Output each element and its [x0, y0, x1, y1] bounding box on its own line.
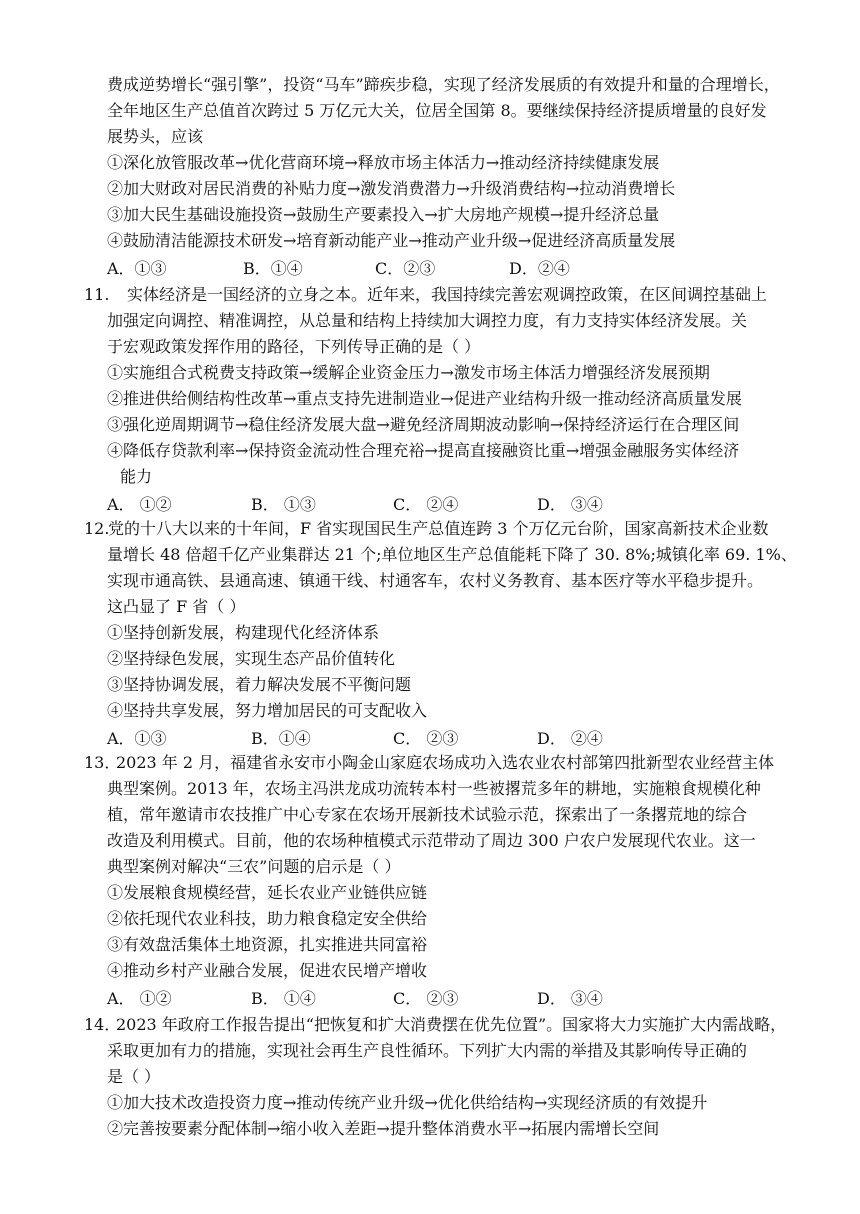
q13-stem-line: 改造及利用模式。目前，他的农场种植模式示范带动了周边 300 户农户发展现代农业。这一 — [107, 831, 756, 850]
q11-option-a: A． ①② — [107, 495, 172, 514]
q10-stem-line: 展势头，应该 — [107, 127, 204, 146]
q11-stem-line: 实体经济是一国经济的立身之本。近年来，我国持续完善宏观调控政策，在区间调控基础上 — [127, 285, 768, 304]
q10-option-c: C．②③ — [375, 259, 436, 278]
q12-item: ①坚持创新发展，构建现代化经济体系 — [107, 623, 380, 642]
q13-option-a: A． ①② — [107, 989, 172, 1008]
q11-number: 11. — [84, 285, 110, 304]
q14-item: ②完善按要素分配体制→缩小收入差距→提升整体消费水平→拓展内需增长空间 — [107, 1119, 660, 1138]
q12-number: 12. — [84, 519, 110, 538]
q13-stem-line: 2023 年 2 月，福建省永安市小陶金山家庭农场成功入选农业农村部第四批新型农业经营主体 — [116, 753, 775, 772]
q11-option-d: D． ③④ — [537, 495, 603, 514]
q13-item: ①发展粮食规模经营，延长农业产业链供应链 — [107, 883, 428, 902]
q11-item: ②推进供给侧结构性改革→重点支持先进制造业→促进产业结构升级一推动经济高质量发展 — [107, 389, 742, 408]
q12-item: ②坚持绿色发展，实现生态产品价值转化 — [107, 649, 396, 668]
q10-stem-line: 费成逆势增长“强引擎”，投资“马车”蹄疾步稳，实现了经济发展质的有效提升和量的合理增长， — [107, 75, 780, 94]
q10-item: ④鼓励清洁能源技术研发→培育新动能产业→推动产业升级→促进经济高质量发展 — [107, 231, 676, 250]
q11-option-c: C． ②④ — [393, 495, 459, 514]
q11-item-continued: 能力 — [120, 467, 153, 486]
q14-stem-line: 采取更加有力的措施，实现社会再生产良性循环。下列扩大内需的举措及其影响传导正确的 — [107, 1041, 748, 1060]
q12-stem-line: 量增长 48 倍超千亿产业集群达 21 个;单位地区生产总值能耗下降了 30. 8%;城镇化率 69. 1%、 — [107, 545, 797, 564]
q10-option-a: A．①③ — [107, 259, 167, 278]
q12-item: ④坚持共享发展，努力增加居民的可支配收入 — [107, 701, 428, 720]
q11-stem-line: 于宏观政策发挥作用的路径，下列传导正确的是（ ） — [107, 337, 481, 356]
q12-option-b: B．①④ — [251, 729, 311, 748]
q13-stem-line: 植，常年邀请市农技推广中心专家在农场开展新技术试验示范，探索出了一条撂荒地的综合 — [107, 805, 748, 824]
q12-option-d: D． ②④ — [537, 729, 603, 748]
q11-stem-line: 加强定向调控、精准调控，从总量和结构上持续加大调控力度，有力支持实体经济发展。关 — [107, 311, 748, 330]
q13-item: ④推动乡村产业融合发展，促进农民增产增收 — [107, 961, 428, 980]
q12-stem-line: 实现市通高铁、县通高速、镇通干线、村通客车，农村义务教育、基本医疗等水平稳步提升。 — [107, 571, 764, 590]
q14-number: 14． — [84, 1015, 121, 1034]
q13-option-c: C． ②③ — [393, 989, 459, 1008]
q14-stem-line: 2023 年政府工作报告提出“把恢复和扩大消费摆在优先位置”。国家将大力实施扩大内需战略， — [116, 1015, 787, 1034]
q12-option-a: A．①③ — [107, 729, 167, 748]
q10-option-b: B．①④ — [243, 259, 303, 278]
q13-item: ②依托现代农业科技，助力粮食稳定安全供给 — [107, 909, 428, 928]
q10-stem-line: 全年地区生产总值首次跨过 5 万亿元大关，位居全国第 8。要继续保持经济提质增量的良好发 — [107, 101, 767, 120]
q11-item: ③强化逆周期调节→稳住经济发展大盘→避免经济周期波动影响→保持经济运行在合理区间 — [107, 415, 740, 434]
q10-item: ③加大民生基础设施投资→鼓励生产要素投入→扩大房地产规模→提升经济总量 — [107, 205, 660, 224]
q10-item: ①深化放管服改革→优化营商环境→释放市场主体活力→推动经济持续健康发展 — [107, 153, 660, 172]
q13-option-b: B． ①④ — [251, 989, 316, 1008]
q12-stem-line: 这凸显了 F 省（ ） — [107, 597, 246, 616]
q11-item: ④降低存贷款利率→保持资金流动性合理充裕→提高直接融资比重→增强金融服务实体经济 — [107, 441, 740, 460]
q14-item: ①加大技术改造投资力度→推动传统产业升级→优化供给结构→实现经济质的有效提升 — [107, 1093, 708, 1112]
q10-item: ②加大财政对居民消费的补贴力度→激发消费潜力→升级消费结构→拉动消费增长 — [107, 179, 676, 198]
q11-option-b: B． ①③ — [251, 495, 316, 514]
q12-option-c: C． ②③ — [393, 729, 459, 748]
q12-stem-line: 党的十八大以来的十年间，F 省实现国民生产总值连跨 3 个万亿元台阶，国家高新技术企业数 — [108, 519, 769, 538]
q11-item: ①实施组合式税费支持政策→缓解企业资金压力→激发市场主体活力增强经济发展预期 — [107, 363, 710, 382]
q13-item: ③有效盘活集体土地资源，扎实推进共同富裕 — [107, 935, 428, 954]
q10-option-d: D．②④ — [509, 259, 570, 278]
q12-item: ③坚持协调发展，着力解决发展不平衡问题 — [107, 675, 412, 694]
q14-stem-line: 是（ ） — [107, 1067, 161, 1086]
q13-option-d: D． ③④ — [537, 989, 603, 1008]
q13-stem-line: 典型案例对解决“三农”问题的启示是（ ） — [107, 857, 401, 876]
q13-stem-line: 典型案例。2013 年，农场主冯洪龙成功流转本村一些被撂荒多年的耕地，实施粮食规模化种 — [107, 779, 761, 798]
q13-number: 13． — [84, 753, 121, 772]
